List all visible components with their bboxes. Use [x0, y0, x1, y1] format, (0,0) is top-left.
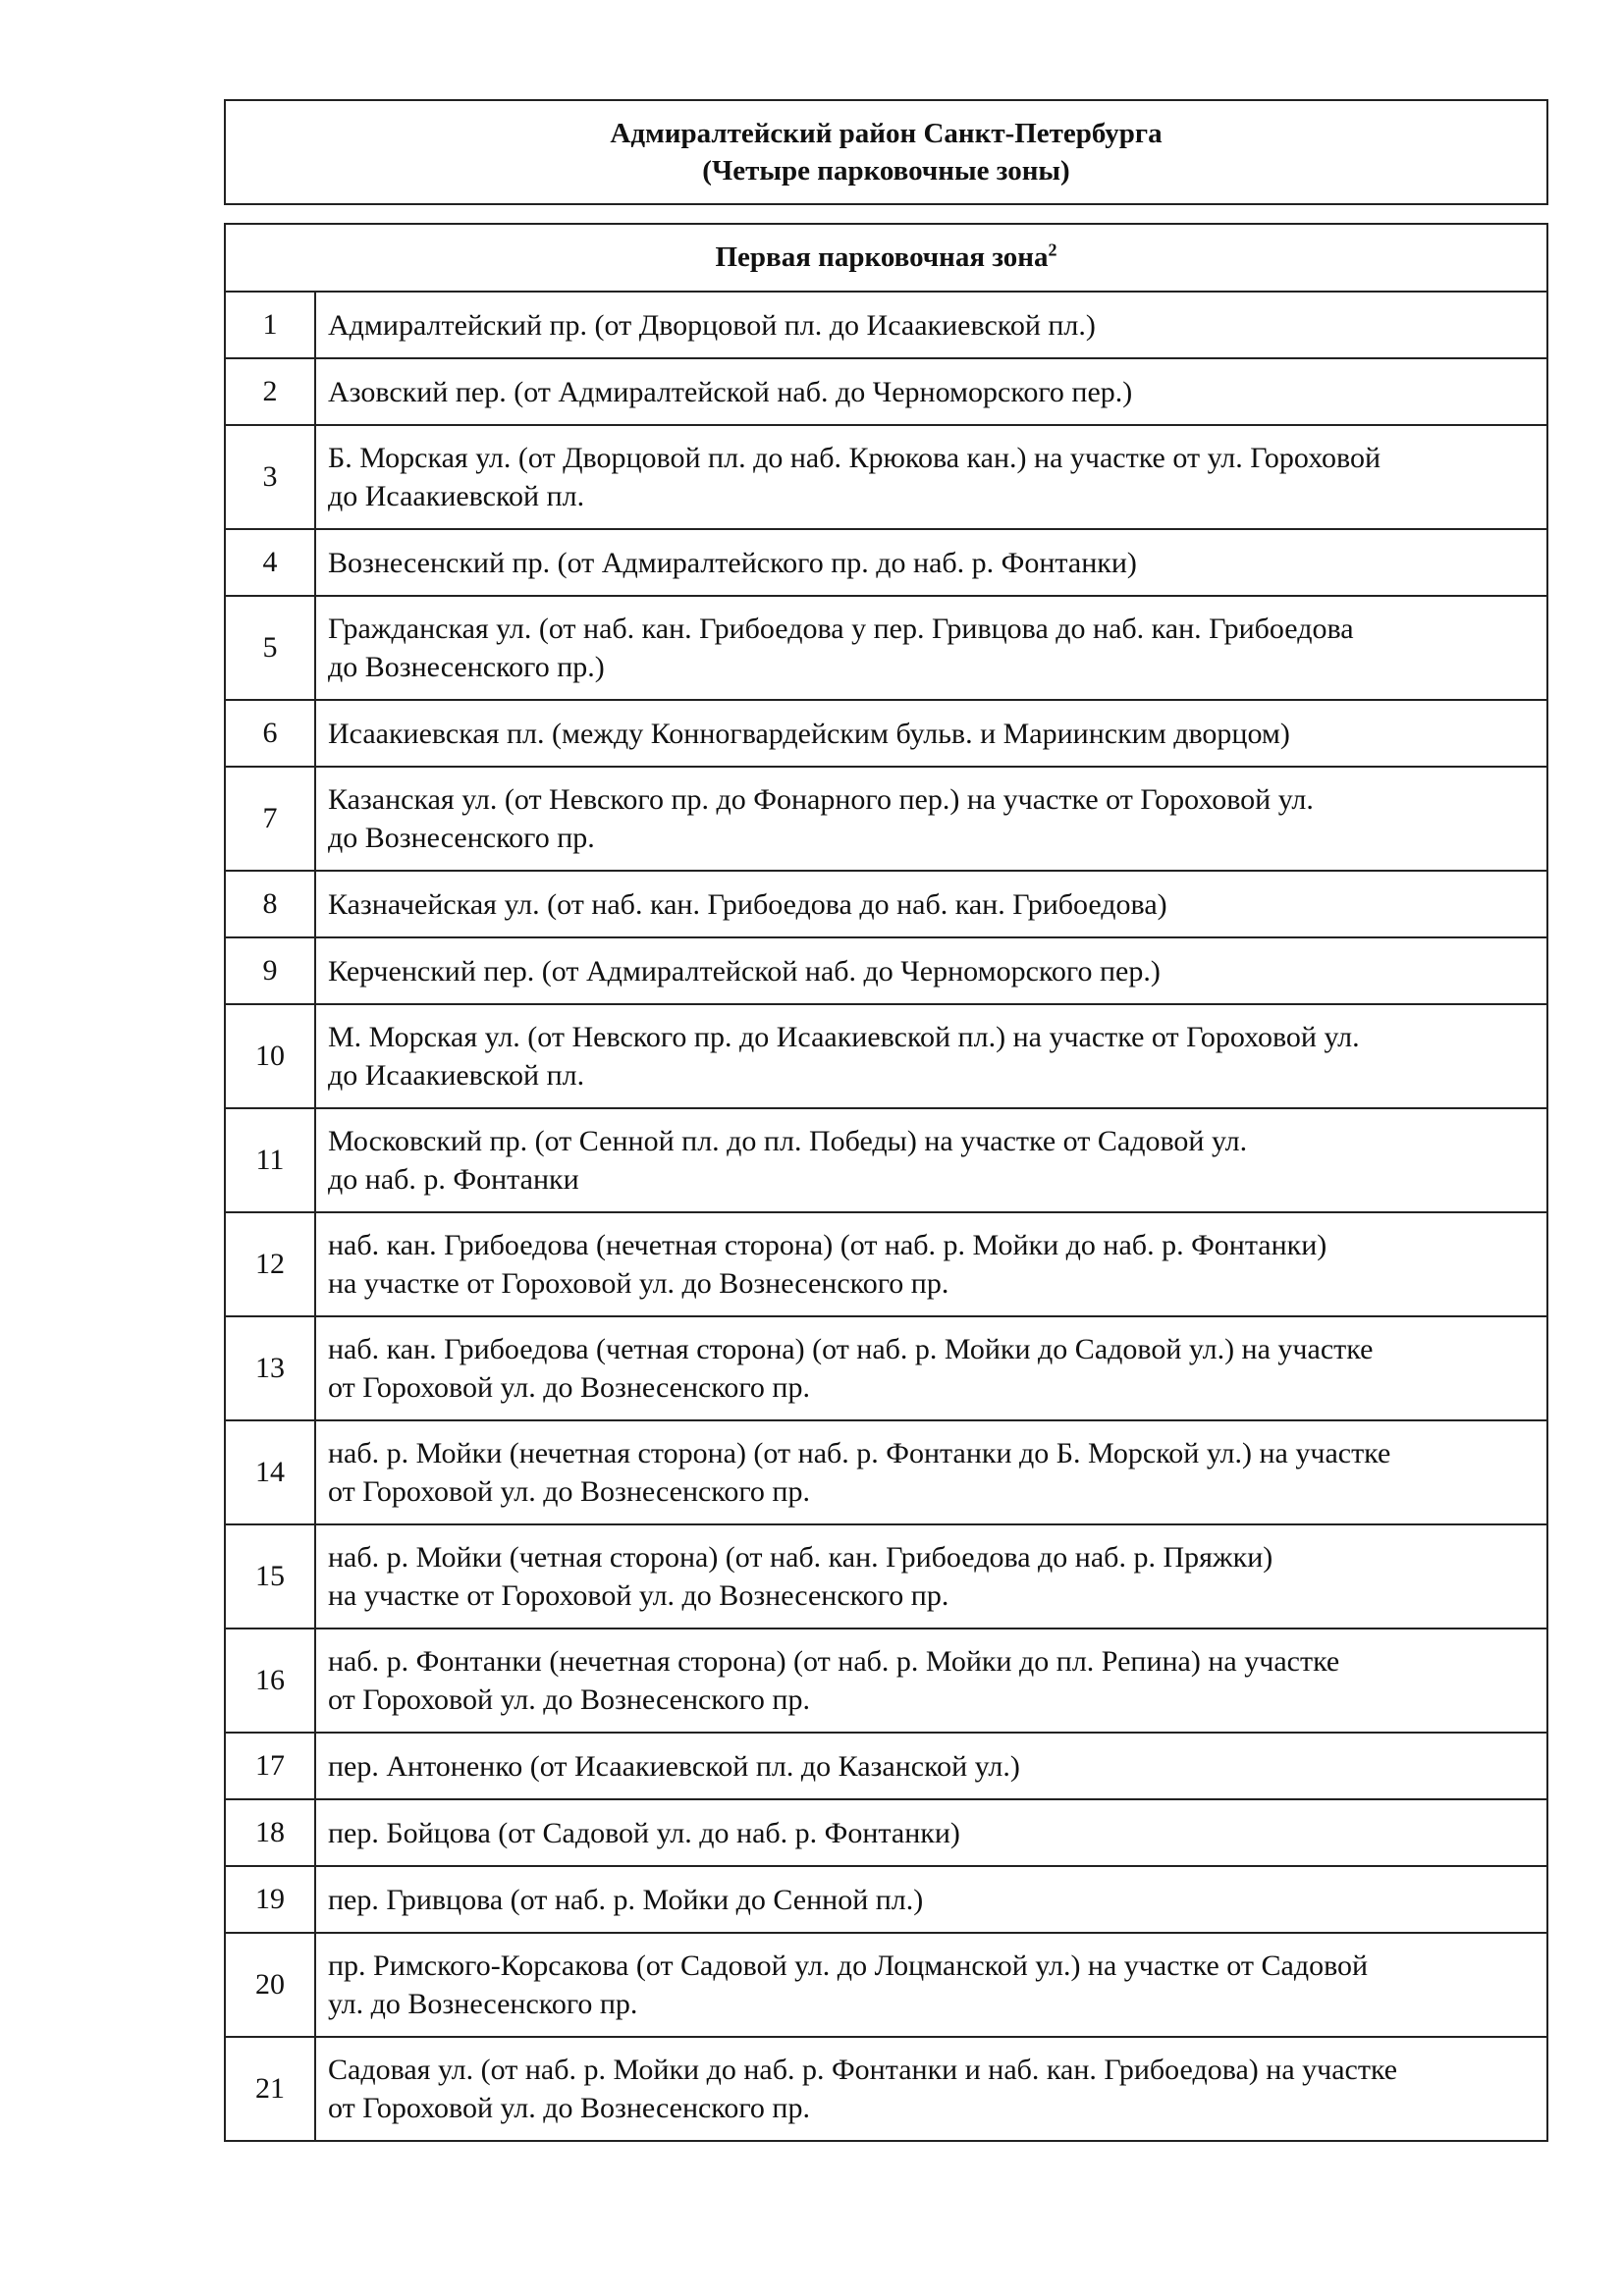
row-number: 4 — [225, 529, 315, 596]
row-number: 17 — [225, 1733, 315, 1799]
street-description: пер. Бойцова (от Садовой ул. до наб. р. Фонтанки) — [315, 1799, 1547, 1866]
street-description: Московский пр. (от Сенной пл. до пл. Победы) на участке от Садовой ул. до наб. р. Фонтанки — [315, 1108, 1547, 1212]
table-row — [225, 292, 1547, 358]
row-number: 5 — [225, 596, 315, 700]
street-description: Казанская ул. (от Невского пр. до Фонарного пер.) на участке от Гороховой ул. до Вознесенского пр. — [315, 767, 1547, 871]
table-row — [225, 1799, 1547, 1866]
row-number: 12 — [225, 1212, 315, 1316]
row-number: 16 — [225, 1629, 315, 1733]
row-number: 10 — [225, 1004, 315, 1108]
district-header-table — [224, 99, 1548, 205]
table-row — [225, 2037, 1547, 2141]
street-description: Исаакиевская пл. (между Конногвардейским бульв. и Мариинским дворцом) — [315, 700, 1547, 767]
row-number: 13 — [225, 1316, 315, 1420]
row-number: 21 — [225, 2037, 315, 2141]
table-row — [225, 1108, 1547, 1212]
zone-title: Первая парковочная зона — [715, 241, 1049, 273]
streets-table — [224, 223, 1548, 2142]
district-subtitle: (Четыре парковочные зоны) — [702, 155, 1070, 187]
row-number: 19 — [225, 1866, 315, 1933]
table-row — [225, 1933, 1547, 2037]
table-row — [225, 1866, 1547, 1933]
street-description: Керченский пер. (от Адмиралтейской наб. до Черноморского пер.) — [315, 937, 1547, 1004]
street-description: М. Морская ул. (от Невского пр. до Исаакиевской пл.) на участке от Гороховой ул. до Исаакиевской пл. — [315, 1004, 1547, 1108]
table-row — [225, 1629, 1547, 1733]
street-description: наб. кан. Грибоедова (четная сторона) (от наб. р. Мойки до Садовой ул.) на участке от Гороховой ул. до Вознесенского пр. — [315, 1316, 1547, 1420]
table-row — [225, 1420, 1547, 1524]
row-number: 9 — [225, 937, 315, 1004]
row-number: 20 — [225, 1933, 315, 2037]
street-description: наб. кан. Грибоедова (нечетная сторона) (от наб. р. Мойки до наб. р. Фонтанки) на участке от Гороховой ул. до Вознесенского пр. — [315, 1212, 1547, 1316]
street-description: Садовая ул. (от наб. р. Мойки до наб. р. Фонтанки и наб. кан. Грибоедова) на участке от Гороховой ул. до Вознесенского пр. — [315, 2037, 1547, 2141]
row-number: 2 — [225, 358, 315, 425]
row-number: 18 — [225, 1799, 315, 1866]
zone-footnote-mark: 2 — [1048, 240, 1057, 260]
street-description: пер. Антоненко (от Исаакиевской пл. до Казанской ул.) — [315, 1733, 1547, 1799]
district-title: Адмиралтейский район Санкт-Петербурга — [610, 118, 1163, 149]
street-description: наб. р. Мойки (нечетная сторона) (от наб. р. Фонтанки до Б. Морской ул.) на участке от Гороховой ул. до Вознесенского пр. — [315, 1420, 1547, 1524]
street-description: Гражданская ул. (от наб. кан. Грибоедова у пер. Гривцова до наб. кан. Грибоедова до Вознесенского пр.) — [315, 596, 1547, 700]
row-number: 6 — [225, 700, 315, 767]
district-title-cell — [225, 100, 1547, 204]
street-description: Вознесенский пр. (от Адмиралтейского пр. до наб. р. Фонтанки) — [315, 529, 1547, 596]
row-number: 7 — [225, 767, 315, 871]
table-row — [225, 529, 1547, 596]
street-description: наб. р. Фонтанки (нечетная сторона) (от наб. р. Мойки до пл. Репина) на участке от Гороховой ул. до Вознесенского пр. — [315, 1629, 1547, 1733]
table-row — [225, 1316, 1547, 1420]
table-row — [225, 425, 1547, 529]
street-description: Адмиралтейский пр. (от Дворцовой пл. до Исаакиевской пл.) — [315, 292, 1547, 358]
row-number: 8 — [225, 871, 315, 937]
row-number: 1 — [225, 292, 315, 358]
table-row — [225, 1524, 1547, 1629]
street-description: Б. Морская ул. (от Дворцовой пл. до наб. Крюкова кан.) на участке от ул. Гороховой до Исаакиевской пл. — [315, 425, 1547, 529]
row-number: 3 — [225, 425, 315, 529]
table-row — [225, 1212, 1547, 1316]
zone-heading-row — [225, 224, 1547, 292]
row-number: 11 — [225, 1108, 315, 1212]
table-row — [225, 871, 1547, 937]
table-row — [225, 767, 1547, 871]
zone-heading — [225, 224, 1547, 292]
street-description: пр. Римского-Корсакова (от Садовой ул. до Лоцманской ул.) на участке от Садовой ул. до Вознесенского пр. — [315, 1933, 1547, 2037]
table-row — [225, 1733, 1547, 1799]
street-description: пер. Гривцова (от наб. р. Мойки до Сенной пл.) — [315, 1866, 1547, 1933]
street-description: наб. р. Мойки (четная сторона) (от наб. кан. Грибоедова до наб. р. Пряжки) на участке от Гороховой ул. до Вознесенского пр. — [315, 1524, 1547, 1629]
street-description: Казначейская ул. (от наб. кан. Грибоедова до наб. кан. Грибоедова) — [315, 871, 1547, 937]
row-number: 15 — [225, 1524, 315, 1629]
table-row — [225, 596, 1547, 700]
row-number: 14 — [225, 1420, 315, 1524]
table-row — [225, 700, 1547, 767]
table-row — [225, 1004, 1547, 1108]
table-row — [225, 937, 1547, 1004]
table-row — [225, 358, 1547, 425]
street-description: Азовский пер. (от Адмиралтейской наб. до Черноморского пер.) — [315, 358, 1547, 425]
